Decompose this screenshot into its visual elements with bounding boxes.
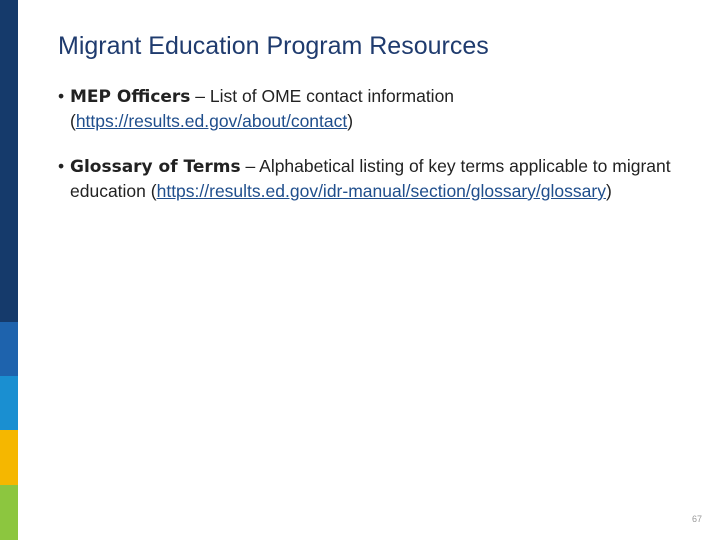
list-item-mep-officers <box>58 84 698 133</box>
bar-segment-gold <box>0 430 18 485</box>
page-number: 67 <box>691 514 702 524</box>
term-label: MEP Officers <box>70 87 191 107</box>
glossary-link[interactable]: https://results.ed.gov/idr-manual/section/glossary/glossary <box>156 181 606 201</box>
bullet-dot: • <box>58 86 65 106</box>
bar-segment-blue <box>0 322 18 376</box>
dash: – <box>190 86 210 106</box>
description-end: ) <box>347 111 354 131</box>
term-label: Glossary of Terms <box>70 157 241 177</box>
list-item-glossary <box>58 154 698 203</box>
left-color-bar <box>0 0 18 540</box>
dash: – <box>240 156 260 176</box>
bullet-dot: • <box>58 156 65 176</box>
bar-segment-navy <box>0 0 18 322</box>
contact-link[interactable]: https://results.ed.gov/about/contact <box>75 111 348 131</box>
slide-title: Migrant Education Program Resources <box>58 32 489 60</box>
description-end: ) <box>605 181 612 201</box>
bar-segment-green <box>0 485 18 540</box>
description: Alphabetical listing of key terms applicable to migrant education ( <box>70 156 671 201</box>
bar-segment-sky <box>0 376 18 430</box>
description: List of OME contact information ( <box>70 86 455 131</box>
resource-list <box>58 84 698 224</box>
